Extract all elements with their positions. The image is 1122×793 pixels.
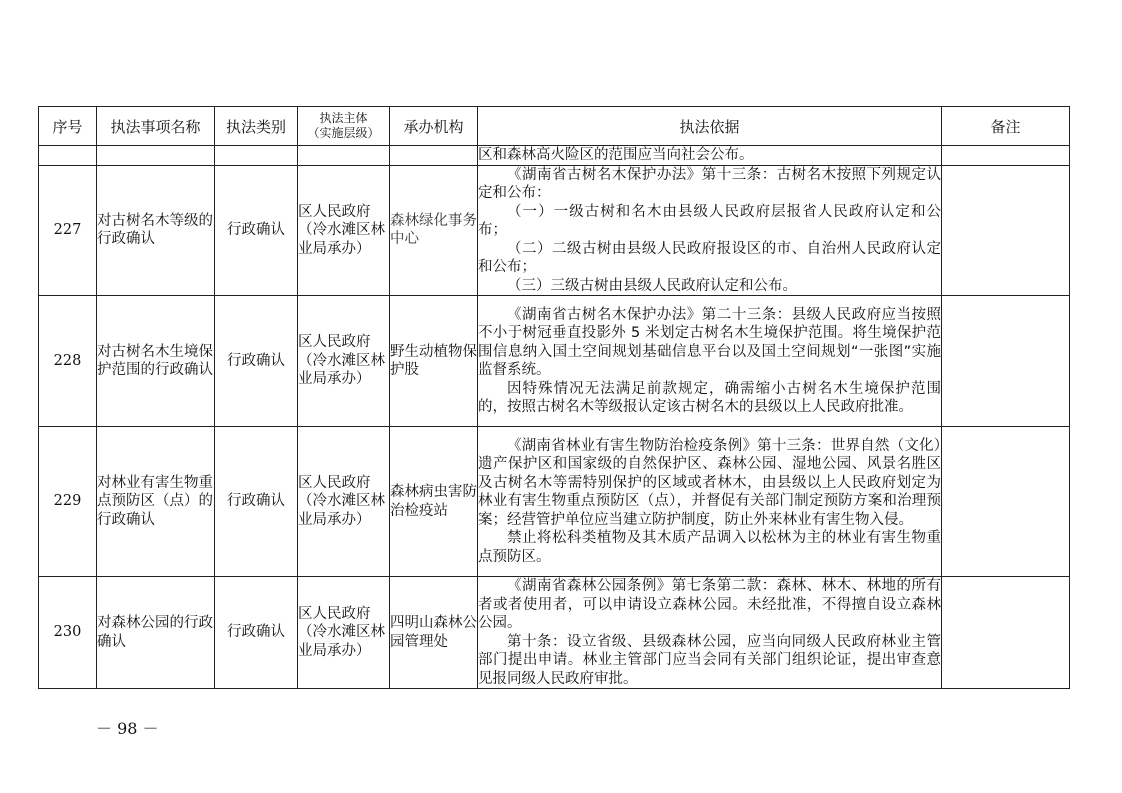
page-number: － 98 － <box>96 719 159 738</box>
row-seq: 228 <box>39 296 97 427</box>
cont-basis: 区和森林高火险区的范围应当向社会公布。 <box>478 146 942 166</box>
row-item-name: 对森林公园的行政确认 <box>97 577 215 689</box>
row-category: 行政确认 <box>215 577 298 689</box>
cont-name <box>97 146 215 166</box>
row-item-name: 对古树名木等级的行政确认 <box>97 165 215 296</box>
row-remarks <box>942 427 1070 577</box>
row-org: 森林病虫害防治检疫站 <box>390 427 478 577</box>
row-subject: 区人民政府（冷水滩区林业局承办） <box>298 427 390 577</box>
row-seq: 229 <box>39 427 97 577</box>
header-remarks: 备注 <box>942 107 1070 146</box>
row-item-name: 对林业有害生物重点预防区（点）的行政确认 <box>97 427 215 577</box>
row-subject: 区人民政府（冷水滩区林业局承办） <box>298 296 390 427</box>
header-basis: 执法依据 <box>478 107 942 146</box>
header-row <box>39 107 1070 146</box>
header-subject-line1: 执法主体 <box>319 111 368 125</box>
row-org: 野生动植物保护股 <box>390 296 478 427</box>
cont-remarks <box>942 146 1070 166</box>
basis-paragraph: 第十条：设立省级、县级森林公园，应当向同级人民政府林业主管部门提出申请。林业主管部门应当会同有关部门组织论证，提出审查意见报同级人民政府审批。 <box>478 633 941 687</box>
row-remarks <box>942 165 1070 296</box>
row-basis <box>478 577 942 689</box>
table-row <box>39 296 1070 427</box>
row-subject: 区人民政府（冷水滩区林业局承办） <box>298 577 390 689</box>
basis-paragraph: 《湖南省古树名木保护办法》第十三条：古树名木按照下列规定认定和公布： <box>478 166 941 201</box>
header-subject-line2: （实施层级） <box>307 126 380 140</box>
row-subject: 区人民政府（冷水滩区林业局承办） <box>298 165 390 296</box>
row-category: 行政确认 <box>215 296 298 427</box>
row-remarks <box>942 296 1070 427</box>
row-org: 森林绿化事务中心 <box>390 165 478 296</box>
basis-paragraph: （一）一级古树和名木由县级人民政府层报省人民政府认定和公布； <box>478 203 941 238</box>
table-row <box>39 165 1070 296</box>
row-category: 行政确认 <box>215 165 298 296</box>
cont-subject <box>298 146 390 166</box>
basis-paragraph: 禁止将松科类植物及其木质产品调入以松林为主的林业有害生物重点预防区。 <box>478 530 941 565</box>
row-category: 行政确认 <box>215 427 298 577</box>
cont-seq <box>39 146 97 166</box>
row-org: 四明山森林公园管理处 <box>390 577 478 689</box>
basis-paragraph: （三）三级古树由县级人民政府认定和公布。 <box>507 277 797 294</box>
header-subject <box>298 107 390 146</box>
row-item-name: 对古树名木生境保护范围的行政确认 <box>97 296 215 427</box>
continuation-row <box>39 146 1070 166</box>
basis-paragraph: （二）二级古树由县级人民政府报设区的市、自治州人民政府认定和公布； <box>478 240 941 275</box>
cont-category <box>215 146 298 166</box>
row-basis <box>478 427 942 577</box>
row-basis <box>478 165 942 296</box>
table-row <box>39 577 1070 689</box>
table-row <box>39 427 1070 577</box>
header-item-name: 执法事项名称 <box>97 107 215 146</box>
cont-org <box>390 146 478 166</box>
header-category: 执法类别 <box>215 107 298 146</box>
enforcement-table <box>38 106 1070 689</box>
row-seq: 227 <box>39 165 97 296</box>
row-remarks <box>942 577 1070 689</box>
basis-paragraph: 《湖南省林业有害生物防治检疫条例》第十三条：世界自然（文化）遗产保护区和国家级的自然保护区、森林公园、湿地公园、风景名胜区及古树名木等需特别保护的区域或者林木，由县级以上人民政府划定为林业有害生物重点预防区（点），并督促有关部门制定预防方案和治理预案；经营管护单位应当建立防护制度，防止外来林业有害生物入侵。 <box>478 437 941 528</box>
header-seq: 序号 <box>39 107 97 146</box>
basis-paragraph: 《湖南省古树名木保护办法》第二十三条：县级人民政府应当按照不小于树冠垂直投影外 5 米划定古树名木生境保护范围。将生境保护范围信息纳入国土空间规划基础信息平台以及国土空间规划“一张图”实施监督系统。 <box>478 306 941 378</box>
row-basis <box>478 296 942 427</box>
basis-paragraph: 因特殊情况无法满足前款规定，确需缩小古树名木生境保护范围的，按照古树名木等级报认定该古树名木的县级以上人民政府批准。 <box>478 380 941 415</box>
header-org: 承办机构 <box>390 107 478 146</box>
basis-paragraph: 《湖南省森林公园条例》第七条第二款：森林、林木、林地的所有者或者使用者，可以申请设立森林公园。未经批准，不得擅自设立森林公园。 <box>478 578 941 631</box>
row-seq: 230 <box>39 577 97 689</box>
